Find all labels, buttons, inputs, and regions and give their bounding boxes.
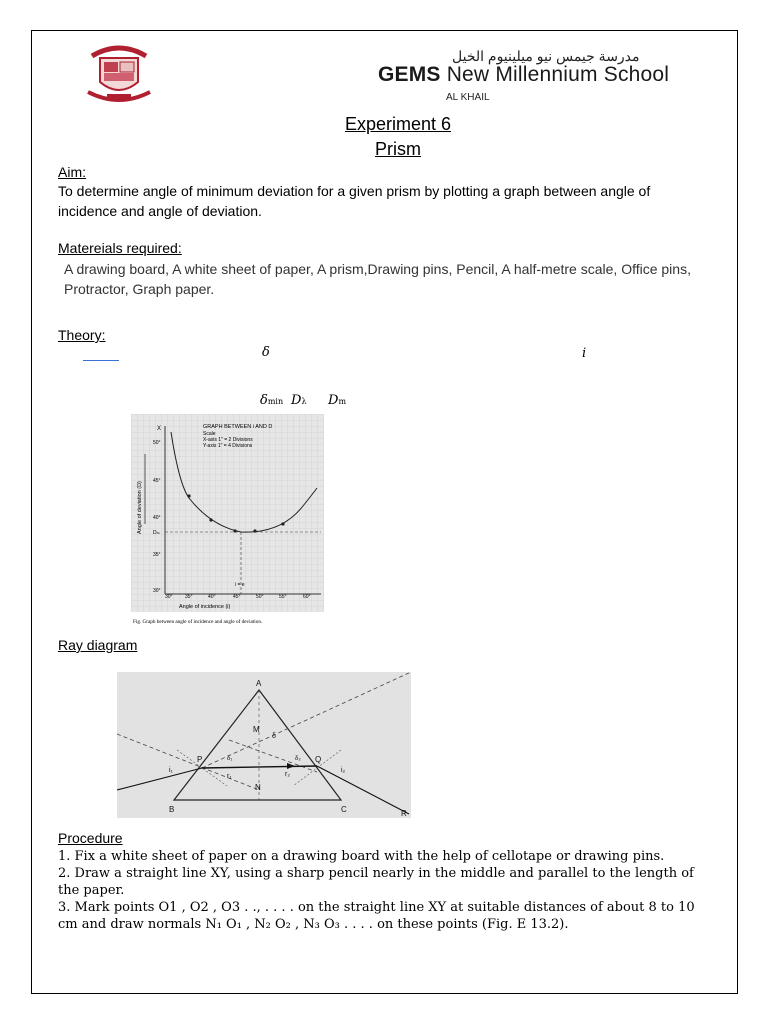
- experiment-subtitle: Prism: [375, 139, 421, 159]
- ray-label-r1: r₁: [227, 773, 232, 780]
- graph-title: GRAPH BETWEEN i AND D: [203, 424, 273, 430]
- materials-text: A drawing board, A white sheet of paper, A prism,Drawing pins, Pencil, A half-metre scale, Office pins, Protractor, Graph paper.: [64, 261, 691, 297]
- y-tick: 50°: [153, 440, 161, 446]
- ray-label-A: A: [256, 679, 262, 688]
- y-tick: 30°: [153, 588, 161, 594]
- materials-heading: Matereials required:: [58, 240, 182, 256]
- ray-label-M: M: [253, 725, 260, 734]
- ray-label-C: C: [341, 805, 347, 814]
- procedure-step: 1. Fix a white sheet of paper on a drawing board with the help of cellotape or drawing pins.: [58, 849, 665, 864]
- x-tick: 40°: [208, 594, 216, 600]
- theory-d-lambda: Dλ: [291, 393, 307, 408]
- theory-link-underline: [83, 360, 119, 361]
- ray-label-N: N: [255, 783, 261, 792]
- graph-scale-label: Scale: [203, 431, 216, 437]
- x-tick: 45°: [233, 594, 241, 600]
- ray-label-r2: r₂: [285, 771, 291, 778]
- ray-label-P: P: [197, 755, 203, 764]
- y-tick: Dₘ: [153, 530, 160, 536]
- graph-scale-y: Y-axis 1" = 4 Divisions: [203, 443, 253, 449]
- aim-heading: Aim:: [58, 164, 86, 180]
- ray-label-d1: δ₁: [227, 756, 233, 762]
- school-logo: [80, 42, 158, 108]
- ray-label-d2: δ₂: [295, 756, 301, 762]
- school-name-arabic: مدرسة جيمس نيو ميلينيوم الخيل: [452, 48, 640, 64]
- graph-i-eq-e: i = e: [235, 582, 245, 588]
- ray-label-delta: δ: [272, 733, 276, 740]
- ray-diagram-heading: Ray diagram: [58, 637, 138, 653]
- graph-x-axis-label: Angle of incidence (i): [179, 604, 231, 610]
- theory-d-m: Dm: [328, 393, 347, 408]
- graph-axis-x-mark: X: [157, 426, 162, 432]
- ray-label-i1: i₁: [169, 767, 173, 774]
- x-tick: 60°: [303, 594, 311, 600]
- theory-delta-min: δmin: [260, 393, 284, 408]
- x-tick: 50°: [256, 594, 264, 600]
- y-tick: 40°: [153, 515, 161, 521]
- x-tick: 55°: [279, 594, 287, 600]
- procedure-step: 3. Mark points O1 , O2 , O3 . ., . . . . on the straight line XY at suitable distances of about 8 to 10 cm and draw normals N₁ O₁ , N₂ O₂ , N₃ O₃ . . . . on these points (Fig. E 13.2).: [58, 900, 695, 932]
- ray-label-i2: i₂: [341, 767, 346, 774]
- aim-text: To determine angle of minimum deviation for a given prism by plotting a graph between angle of incidence and angle of deviation.: [58, 183, 651, 219]
- ray-label-Q: Q: [315, 755, 322, 764]
- ray-label-B: B: [169, 805, 175, 814]
- x-tick: 30°: [165, 594, 173, 600]
- ray-label-R: R: [401, 809, 407, 818]
- theory-heading: Theory:: [58, 327, 106, 343]
- school-location: AL KHAIL: [446, 92, 490, 103]
- graph-scale-x: X-axis 1" = 2 Divisions: [203, 437, 253, 443]
- experiment-title: Experiment 6: [344, 114, 452, 134]
- graph-caption: Fig. Graph between angle of incidence and angle of deviation.: [133, 619, 263, 625]
- deviation-graph: [131, 414, 324, 628]
- x-tick: 35°: [185, 594, 193, 600]
- ray-diagram: [117, 672, 411, 818]
- y-tick: 35°: [153, 552, 161, 558]
- school-name-brand: GEMS: [378, 63, 441, 86]
- school-name: [378, 63, 669, 87]
- school-name-rest: New Millennium School: [440, 63, 670, 86]
- theory-i-symbol: i: [582, 346, 587, 361]
- theory-delta-symbol: δ: [262, 345, 270, 360]
- procedure-heading: Procedure: [58, 830, 123, 846]
- y-tick: 45°: [153, 478, 161, 484]
- graph-y-axis-label: Angle of deviation (D): [137, 481, 143, 534]
- procedure-step: 2. Draw a straight line XY, using a sharp pencil nearly in the middle and parallel to the length of the paper.: [58, 866, 694, 898]
